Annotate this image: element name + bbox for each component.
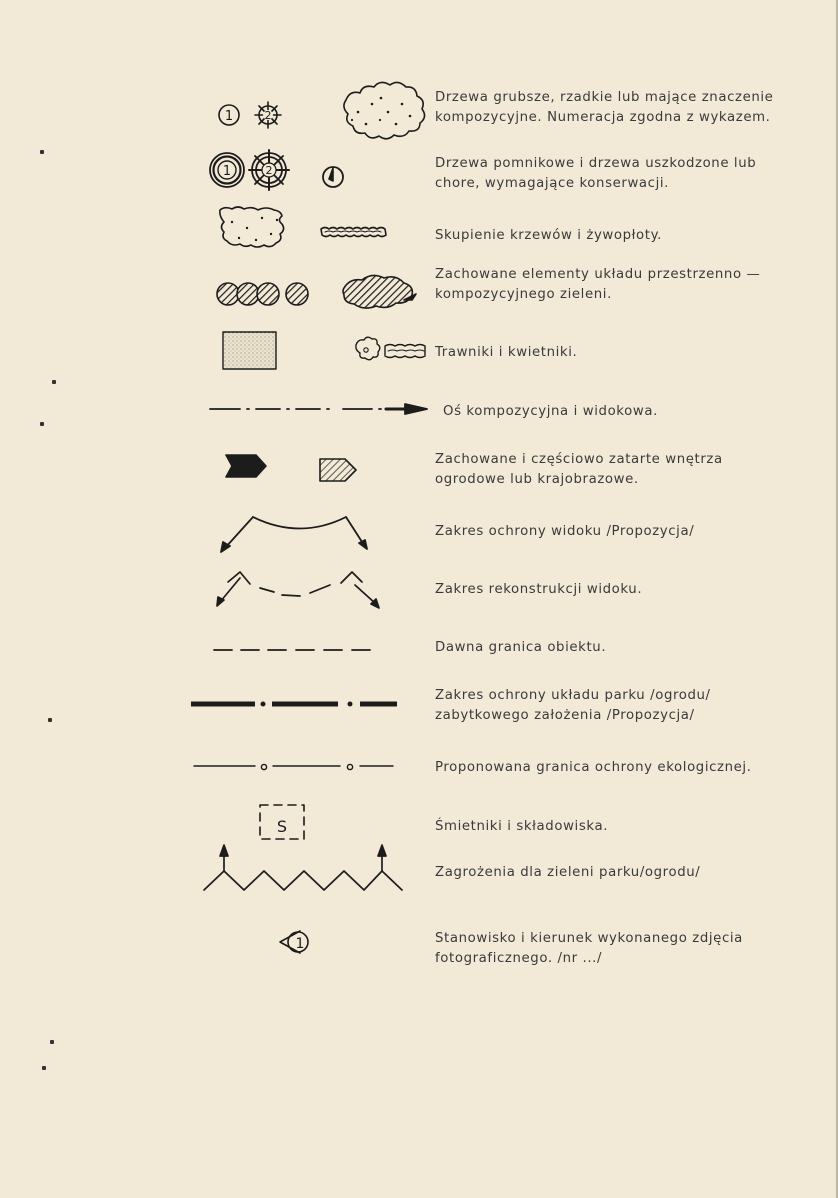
damaged-tree-icon — [323, 167, 343, 187]
legend-text-dumps: Śmietniki i składowiska. — [435, 819, 609, 834]
margin-speck — [40, 422, 44, 426]
margin-speck — [40, 150, 44, 154]
margin-speck — [52, 380, 56, 384]
legend-text-axis: Oś kompozycyjna i widokowa. — [443, 404, 658, 419]
view-protection-arc-icon — [221, 517, 367, 552]
legend-text-shrubs-hedges: Skupienie krzewów i żywopłoty. — [435, 228, 662, 243]
monument-tree-1-label: 1 — [222, 164, 232, 179]
legend-text-park-protection: Zakres ochrony układu parku /ogrodu/ zabytkowego założenia /Propozycja/ — [435, 688, 711, 723]
photo-station-icon — [280, 931, 308, 953]
threat-zigzag-icon — [204, 845, 402, 890]
margin-speck — [42, 1066, 46, 1070]
legend-text-lawns-flowerbeds: Trawniki i kwietniki. — [435, 345, 578, 360]
view-reconstruction-arc-icon — [217, 572, 379, 608]
lawn-icon — [223, 332, 276, 369]
preserved-single-tree-icon — [286, 283, 308, 305]
margin-speck — [50, 1040, 54, 1044]
monument-tree-2-label: 2 — [265, 164, 273, 177]
margin-speck — [48, 718, 52, 722]
shrub-cluster-icon — [220, 207, 284, 247]
tree-marker-2-label: 2 — [264, 109, 272, 122]
hedge-icon — [321, 228, 386, 237]
legend-text-threats: Zagrożenia dla zieleni parku/ogrodu/ — [435, 865, 701, 880]
park-protection-line-icon — [191, 702, 397, 707]
tree-marker-2-icon — [255, 102, 281, 128]
dump-symbol-icon — [260, 805, 304, 839]
legend-text-trees-thick: Drzewa grubsze, rzadkie lub mające znaczenie kompozycyjne. Numeracja zgodna z wykazem. — [435, 90, 774, 125]
tree-marker-1-icon — [219, 105, 239, 125]
preserved-interior-arrow-icon — [226, 455, 266, 477]
legend-text-trees-monument: Drzewa pomnikowe i drzewa uszkodzone lub chore, wymagające konserwacji. — [435, 156, 757, 191]
view-axis-icon — [210, 404, 427, 414]
tree-crown-cloud-icon — [344, 82, 425, 138]
monument-tree-1-icon — [210, 153, 244, 187]
preserved-tree-row-icon — [217, 283, 279, 305]
flowerbed-icon — [356, 337, 425, 360]
photo-station-label: 1 — [295, 936, 305, 952]
tree-marker-1-label: 1 — [224, 109, 234, 124]
legend-text-photo-station: Stanowisko i kierunek wykonanego zdjęcia fotograficznego. /nr .../ — [435, 931, 743, 966]
faded-interior-arrow-icon — [320, 459, 356, 481]
monument-tree-2-icon — [249, 150, 289, 190]
legend-text-interiors: Zachowane i częściowo zatarte wnętrza ogrodowe lub krajobrazowe. — [435, 452, 723, 487]
legend-text-view-protection: Zakres ochrony widoku /Propozycja/ — [435, 524, 695, 539]
ecological-boundary-line-icon — [194, 764, 393, 769]
legend-text-ecological-boundary: Proponowana granica ochrony ekologicznej. — [435, 760, 752, 775]
legend-text-view-reconstruction: Zakres rekonstrukcji widoku. — [435, 582, 643, 597]
legend-text-preserved-elements: Zachowane elementy układu przestrzenno — kompozycyjnego zieleni. — [435, 267, 761, 302]
dump-symbol-label: S — [276, 817, 288, 836]
legend-text-former-boundary: Dawna granica obiektu. — [435, 640, 607, 655]
preserved-shrub-group-icon — [343, 275, 416, 308]
